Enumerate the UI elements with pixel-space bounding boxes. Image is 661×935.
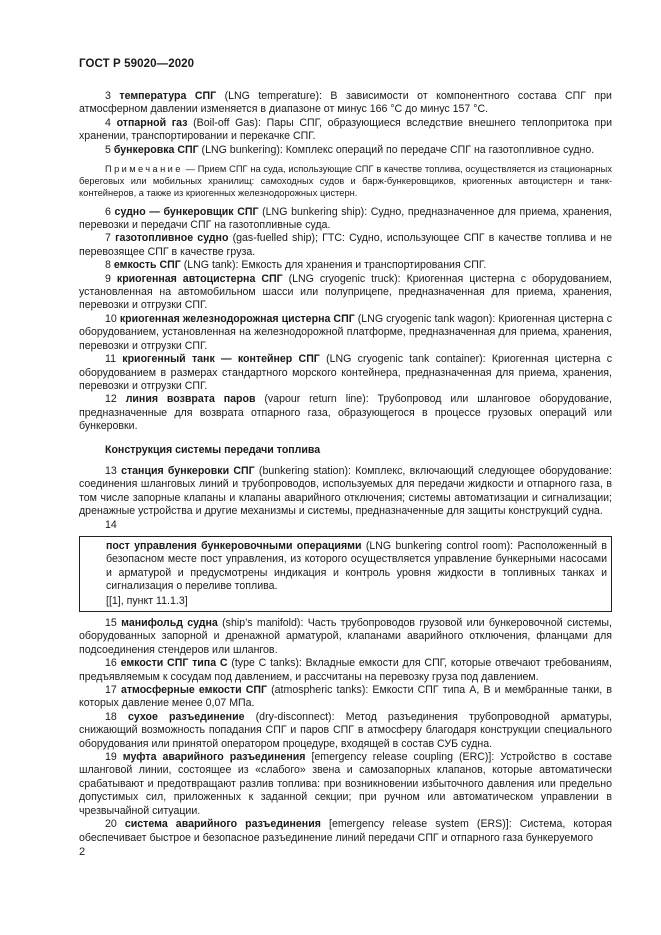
entry-13: 13 станция бункеровки СПГ (bunkering station): Комплекс, включающий следующее оборудование: соединения шланговых линий и трубопроводов, используемых для передачи жидкости и отпарного газа, в том числе запорные клапаны и клапаны аварийного отключения; системы автоматизации и сигнализации; дренажные устройства и другие механизмы и системы, предназначенные для защиты конструкций судна. (79, 464, 612, 518)
note-label: Примечание (105, 164, 183, 175)
page-content (79, 90, 612, 845)
entry-15: 15 манифольд судна (ship’s manifold): Часть трубопроводов грузовой или бункеровочной системы, оборудованных запорной и дренажной арматурой, клапанами аварийного отключения, фланцами для подсоединения стендеров или шлангов. (79, 617, 612, 656)
standard-header: ГОСТ Р 59020—2020 (79, 58, 195, 70)
entry-14-number: 14 (105, 518, 117, 531)
page-number: 2 (79, 846, 86, 858)
entry-14: пост управления бункеровочными операциями (LNG bunkering control room): Расположенный в безопасном месте пост управления, из которого осуществляется управление бункерными насосами и арматурой и предусмотрены индикация и контроль уровня жидкости в топливных танках и сигнализация о переливе топлива. (106, 539, 607, 593)
entry-7: 7 газотопливное судно (gas-fuelled ship); ГТС: Судно, использующее СПГ в качестве топлива и не перевозящее СПГ в качестве груза. (79, 232, 612, 258)
entry-6: 6 судно — бункеровщик СПГ (LNG bunkering ship): Судно, предназначенное для приема, хранения, перевозки и передачи СПГ на газотопливные суда. (79, 205, 613, 232)
note-text: Прием СПГ на суда, использующие СПГ в качестве топлива, осуществляется из стационарных береговых или мобильных хранилищ: самоходных судов и барж-бункеровщиков, криогенных автоцистерн и танк-контейнеров, а также из криогенных железнодорожных цистерн. (79, 164, 612, 199)
entry-4: 4 отпарной газ (Boil-off Gas): Пары СПГ, образующиеся вследствие внешнего теплопритока при хранении, транспортировании и перекачке СПГ. (79, 116, 613, 143)
note: Примечание — Прием СПГ на суда, использующие СПГ в качестве топлива, осуществляется из стационарных береговых или мобильных хранилищ: самоходных судов и барж-бункеровщиков, криогенных автоцистерн и танк-контейнеров, а также из криогенных железнодорожных цистерн. (79, 164, 612, 199)
entry-12: 12 линия возврата паров (vapour return line): Трубопровод или шланговое оборудование, предназначенные для возврата отпарного газа, образующегося в процессе грузовых операций или бункеровки. (79, 393, 612, 433)
entry-10: 10 криогенная железнодорожная цистерна СПГ (LNG cryogenic tank wagon): Криогенная цистерна с оборудованием, установленная на железнодорожной платформе, предназначенная для приема, хранения, перевозки и отгрузки СПГ. (79, 312, 612, 352)
entry-20: 20 система аварийного разъединения [emergency release system (ERS)]: Система, которая обеспечивает быстрое и безопасное разъединение линий передачи СПГ и отпарного газа бункеруемого (79, 818, 612, 844)
entry-14-box (79, 536, 612, 612)
entry-5: 5 бункеровка СПГ (LNG bunkering): Комплекс операций по передаче СПГ на газотопливное судно. (105, 143, 595, 156)
entry-9: 9 криогенная автоцистерна СПГ (LNG cryogenic truck): Криогенная цистерна с оборудованием, установленная на автомобильном шасси или полуприцепе, предназначенная для приема, хранения, перевозки и отгрузки СПГ. (79, 272, 612, 312)
entry-11: 11 криогенный танк — контейнер СПГ (LNG cryogenic tank container): Криогенная цистерна с оборудованием в размерах стандартного морского контейнера, предназначенная для приема, хранения, перевозки и отгрузки СПГ. (79, 353, 612, 392)
entry-18: 18 сухое разъединение (dry-disconnect): Метод разъединения трубопроводной арматуры, снижающий возможность попадания СПГ и паров СПГ в атмосферу благодаря конструкции специального оборудования или принятой оператором процедуре, входящей в состав СУБ судна. (79, 710, 612, 750)
entry-3: 3 температура СПГ (LNG temperature): В зависимости от компонентного состава СПГ при атмосферном давлении изменяется в диапазоне от минус 166 °С до минус 157 °С. (79, 90, 612, 116)
section-title: Конструкция системы передачи топлива (105, 443, 321, 456)
entry-14-reference: [[1], пункт 11.1.3] (106, 594, 188, 607)
entry-16: 16 емкости СПГ типа С (type C tanks): Вкладные емкости для СПГ, которые отвечают требованиям, предъявляемым к сосудам под давлением, и рассчитаны на перевозку груза под давлением. (79, 657, 612, 683)
entry-17: 17 атмосферные емкости СПГ (atmospheric tanks): Емкости СПГ типа А, В и мембранные танки, в которых давление менее 0,07 МПа. (79, 684, 612, 710)
entry-19: 19 муфта аварийного разъединения [emergency release coupling (ERC)]: Устройство в составе шланговой линии, состоящее из «слабого» звена и самозапорных клапанов, которые автоматически срабатывают и предотвращают разлив топлива: при возникновении избыточного давления или предельно допустимых сил, приложенных к заданной секции; при ручном или автоматическом управлении в чрезвычайной ситуации. (79, 751, 612, 817)
entry-8: 8 емкость СПГ (LNG tank): Емкость для хранения и транспортирования СПГ. (105, 259, 487, 272)
